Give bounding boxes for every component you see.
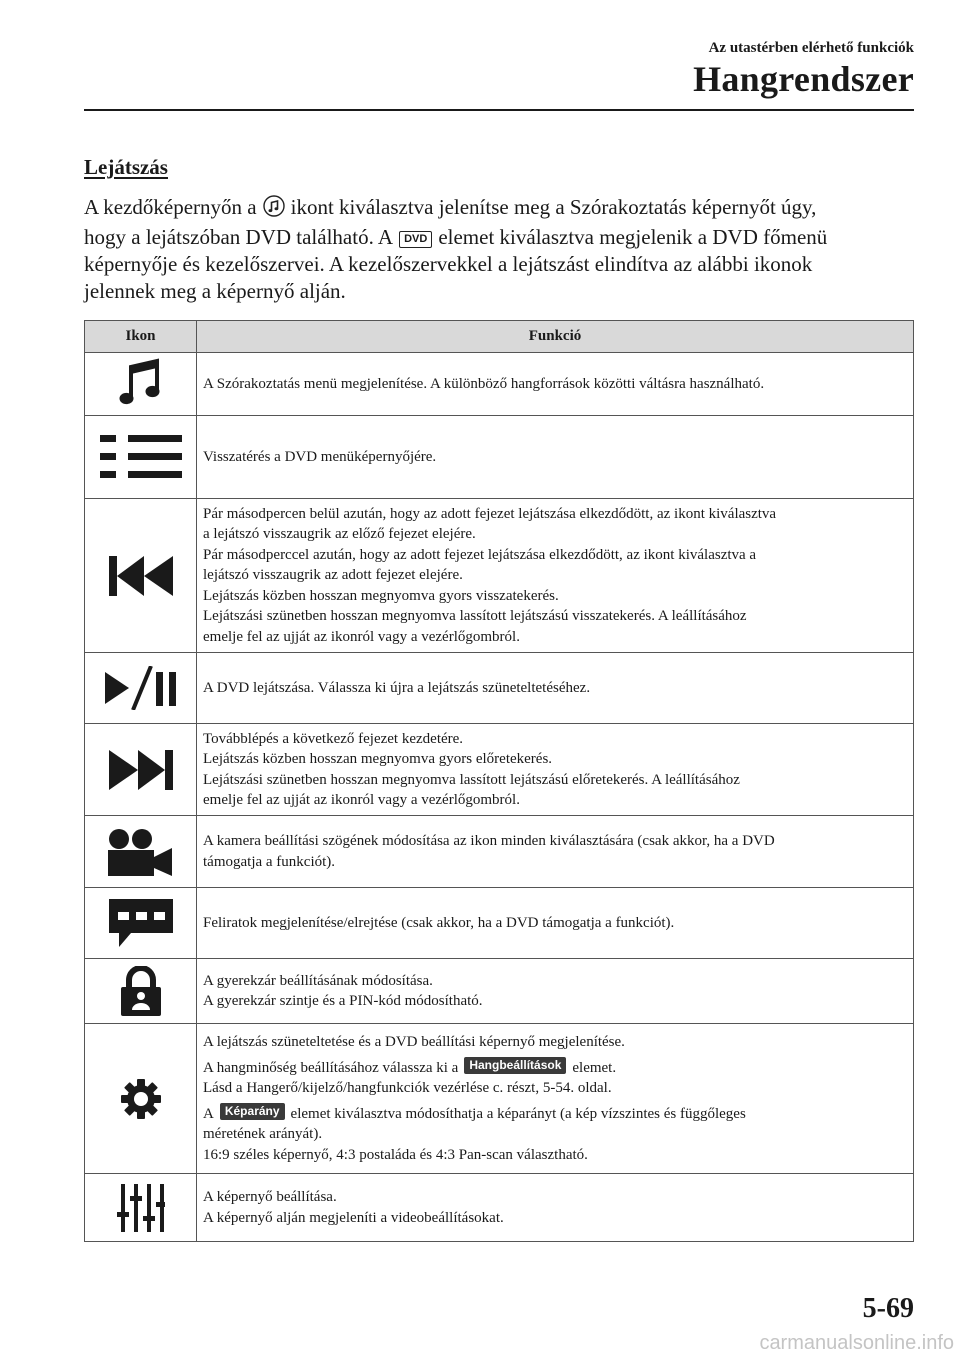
music-note-icon — [116, 358, 166, 410]
icon-cell — [85, 353, 197, 416]
description-line: Lejátszás közben hosszan megnyomva gyors visszatekerés. — [203, 587, 559, 604]
description-line: emelje fel az ujját az ikonról vagy a vezérlőgombról. — [203, 792, 520, 808]
music-note-icon — [263, 195, 285, 224]
description-text: elemet kiválasztva módosíthatja a képarányt (a kép vízszintes és függőleges — [290, 1105, 746, 1122]
description-cell — [197, 1174, 914, 1242]
subtitle-icon — [109, 899, 173, 947]
description-text: elemet. — [572, 1059, 617, 1076]
description-line: A képernyő beállítása. — [203, 1189, 337, 1205]
description-cell — [197, 724, 914, 816]
intro-text: ikont kiválasztva jelenítse meg a Szórakoztatás képernyőt úgy, — [290, 195, 817, 219]
description-cell — [197, 1024, 914, 1174]
header-divider — [84, 109, 914, 111]
description-text: A hangminőség beállításához válassza ki a — [203, 1059, 459, 1076]
icon-cell — [85, 653, 197, 724]
table-row — [85, 1174, 914, 1242]
description-line: A képernyő alján megjeleníti a videobeállításokat. — [203, 1209, 504, 1226]
description-line: Feliratok megjelenítése/elrejtése (csak akkor, ha a DVD támogatja a funkciót). — [203, 914, 675, 931]
dvd-key-label: DVD — [399, 231, 432, 248]
watermark: carmanualsonline.info — [759, 1332, 954, 1354]
intro-text: A kezdőképernyőn a — [84, 195, 257, 219]
list-icon — [100, 435, 182, 479]
camera-icon — [106, 828, 176, 876]
description-line: Lejátszási szünetben hosszan megnyomva lassított lejátszású előretekerés. A leállításához — [203, 771, 740, 788]
description-cell — [197, 816, 914, 888]
equalizer-icon — [117, 1184, 165, 1232]
description-line: Továbblépés a következő fejezet kezdetére. — [203, 730, 464, 747]
description-text: A — [203, 1105, 214, 1122]
description-line: 16:9 széles képernyő, 4:3 postaláda és 4:3 Pan-scan választható. — [203, 1146, 588, 1163]
table-row — [85, 416, 914, 499]
aspect-ratio-button-label: Képarány — [220, 1103, 285, 1120]
icon-cell — [85, 1174, 197, 1242]
table-row — [85, 353, 914, 416]
intro-text: elemet kiválasztva megjelenik a DVD főmenü — [438, 225, 828, 249]
description-line: a lejátszó visszaugrik az előző fejezet elejére. — [203, 526, 476, 543]
table-row — [85, 724, 914, 816]
intro-paragraph — [84, 194, 914, 305]
icon-cell — [85, 816, 197, 888]
table-row — [85, 653, 914, 724]
table-row — [85, 888, 914, 959]
description-line — [203, 1103, 907, 1125]
child-lock-icon — [119, 966, 163, 1016]
description-cell — [197, 888, 914, 959]
column-header-icon: Ikon — [85, 321, 197, 353]
table-row — [85, 1024, 914, 1174]
gear-icon — [121, 1079, 161, 1119]
description-line: Pár másodpercen belül azután, hogy az adott fejezet lejátszása elkezdődött, az ikont kiválasztva — [203, 505, 777, 522]
icon-cell — [85, 888, 197, 959]
page-number: 5-69 — [862, 1293, 914, 1324]
description-cell — [197, 353, 914, 416]
description-line: Lejátszás közben hosszan megnyomva gyors előretekerés. — [203, 751, 553, 767]
description-line: Lásd a Hangerő/kijelző/hangfunkciók vezérlése c. részt, 5-54. oldal. — [203, 1080, 612, 1096]
column-header-function: Funkció — [197, 321, 914, 353]
description-cell — [197, 416, 914, 499]
description-line: Lejátszási szünetben hosszan megnyomva lassított lejátszású visszatekerés. A leállításához — [203, 608, 747, 625]
description-cell — [197, 653, 914, 724]
table-row — [85, 959, 914, 1024]
icon-cell — [85, 499, 197, 653]
description-line: Pár másodperccel azután, hogy az adott fejezet lejátszása elkezdődött, az ikont kiválasztva a — [203, 546, 757, 563]
function-table — [84, 320, 914, 1242]
sound-settings-button-label: Hangbeállítások — [464, 1057, 566, 1074]
table-row — [85, 499, 914, 653]
icon-cell — [85, 724, 197, 816]
description-line: A lejátszás szüneteltetése és a DVD beállítási képernyő megjelenítése. — [203, 1034, 625, 1050]
icon-cell — [85, 959, 197, 1024]
description-line: méretének arányát). — [203, 1126, 323, 1142]
intro-text: jelennek meg a képernyő alján. — [84, 279, 346, 303]
description-line: A Szórakoztatás menü megjelenítése. A különböző hangforrások közötti váltásra használható. — [203, 375, 765, 392]
description-line: támogatja a funkciót). — [203, 853, 336, 870]
icon-cell — [85, 1024, 197, 1174]
description-line: A gyerekzár szintje és a PIN-kód módosítható. — [203, 993, 483, 1009]
description-line: emelje fel az ujját az ikonról vagy a vezérlőgombról. — [203, 628, 520, 645]
icon-cell — [85, 416, 197, 499]
skip-forward-icon — [109, 750, 173, 790]
description-line: A DVD lejátszása. Válassza ki újra a lejátszás szüneteltetéséhez. — [203, 679, 591, 696]
skip-back-icon — [109, 556, 173, 596]
intro-text: hogy a lejátszóban DVD található. A — [84, 225, 394, 249]
description-line — [203, 1057, 907, 1079]
table-row — [85, 816, 914, 888]
play-pause-icon — [105, 666, 177, 710]
description-line: lejátszó visszaugrik az adott fejezet elejére. — [203, 567, 463, 584]
section-heading: Lejátszás — [84, 155, 168, 179]
description-cell — [197, 959, 914, 1024]
description-line: A gyerekzár beállításának módosítása. — [203, 972, 433, 989]
description-line: A kamera beállítási szögének módosítása az ikon minden kiválasztására (csak akkor, ha a DVD — [203, 833, 775, 849]
chapter-title: Hangrendszer — [693, 59, 914, 99]
description-cell — [197, 499, 914, 653]
intro-text: képernyője és kezelőszervei. A kezelőszervekkel a lejátszást elindítva az alábbi ikonok — [84, 252, 813, 276]
chapter-subtitle: Az utastérben elérhető funkciók — [708, 40, 914, 56]
description-line: Visszatérés a DVD menüképernyőjére. — [203, 448, 437, 465]
